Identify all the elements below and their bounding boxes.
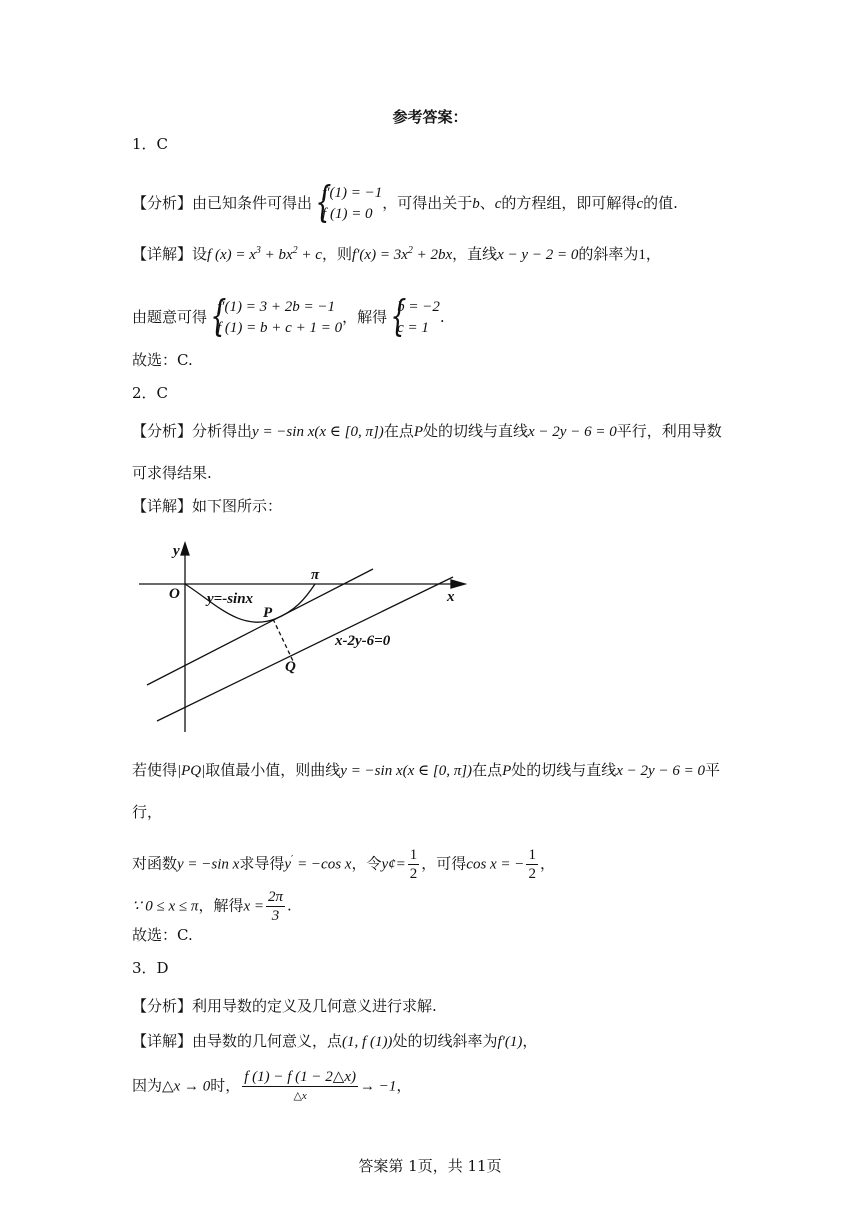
detail-label: 【详解】 xyxy=(132,497,193,515)
text: 的方程组，即可解得 xyxy=(501,194,637,212)
text: 处的切线与直线 xyxy=(511,761,617,779)
denominator: 2 xyxy=(409,866,418,882)
y-label: y xyxy=(173,543,180,559)
text: 、 xyxy=(479,194,495,212)
numerator: 1 xyxy=(528,847,536,863)
math: (x ∈ [0, π]) xyxy=(314,424,384,440)
math: y = −sin x xyxy=(340,763,403,779)
q2-answer: 故选：C. xyxy=(132,926,193,944)
text: 由题意可得 xyxy=(132,308,208,326)
origin-label: O xyxy=(169,586,180,602)
text: ， xyxy=(645,245,661,263)
text: ，可得出关于 xyxy=(382,194,473,212)
text: 的斜率为 xyxy=(578,245,639,263)
text: ，令 xyxy=(351,854,382,873)
math: cos x = − xyxy=(466,856,525,873)
text: 由已知条件可得出 xyxy=(192,194,313,212)
analysis-label: 【分析】 xyxy=(132,194,193,212)
text: 平 xyxy=(704,761,720,779)
analysis-label: 【分析】 xyxy=(132,997,193,1015)
text: ，解得 xyxy=(198,896,244,915)
math: y = −sin x xyxy=(177,856,240,873)
pq-segment xyxy=(273,619,293,661)
q2-detail-p3 xyxy=(132,888,292,925)
math: → −1 xyxy=(360,1078,397,1095)
math: y xyxy=(284,856,292,873)
math: |PQ| xyxy=(177,763,206,779)
sine-tangent-figure xyxy=(135,537,475,737)
fraction xyxy=(408,846,420,883)
given-line xyxy=(157,577,453,721)
q1-analysis xyxy=(132,183,678,225)
analysis-label: 【分析】 xyxy=(132,422,193,440)
q2-detail-p1 xyxy=(132,760,720,781)
math: (x ∈ [0, π]) xyxy=(402,763,473,779)
numerator: 2π xyxy=(267,889,283,905)
math: (1, f (1)) xyxy=(342,1034,393,1050)
math: + c xyxy=(297,247,322,263)
text: 求导得 xyxy=(239,854,285,873)
fraction xyxy=(266,888,285,925)
q1-number: 1．C xyxy=(132,135,169,153)
q2-detail xyxy=(132,496,282,516)
q2-analysis xyxy=(132,421,722,442)
q1-system-line xyxy=(132,297,445,339)
tangent-line xyxy=(147,569,373,685)
page-footer: 答案第 1页，共 11页 xyxy=(358,1157,502,1175)
x-arrow xyxy=(451,580,465,588)
text: . xyxy=(287,896,292,915)
text: ， xyxy=(539,854,555,873)
q2-detail-p1-line2: 行， xyxy=(132,803,163,821)
text: 因为△ xyxy=(132,1076,174,1095)
text: ，直线 xyxy=(452,245,498,263)
equation-system xyxy=(207,297,342,339)
text: ，则 xyxy=(321,245,352,263)
math: x − 2y − 6 = 0 xyxy=(528,424,617,440)
text: 如下图所示： xyxy=(192,497,283,515)
math: x = xyxy=(243,898,264,915)
q3-limit xyxy=(132,1068,411,1105)
text: 由导数的几何意义，点 xyxy=(192,1032,343,1050)
var: P xyxy=(413,424,423,440)
math: + bx xyxy=(260,247,293,263)
text: ， xyxy=(396,1076,412,1095)
var: P xyxy=(502,763,512,779)
detail-label: 【详解】 xyxy=(132,1032,193,1050)
text: ，解得 xyxy=(342,308,388,326)
fraction xyxy=(526,846,538,883)
math: x − 2y − 6 = 0 xyxy=(616,763,705,779)
eq-line: f (1) = 0 xyxy=(322,206,373,222)
curve-label: y=-sinx xyxy=(207,591,254,607)
math: x − y − 2 = 0 xyxy=(497,247,579,263)
math: ∵ 0 ≤ x ≤ π xyxy=(132,898,199,915)
eq-line: c = 1 xyxy=(397,320,429,336)
text: 设 xyxy=(192,245,208,263)
numerator: f (1) − f (1 − 2△x) xyxy=(244,1069,356,1085)
detail-label: 【详解】 xyxy=(132,245,193,263)
text: ，可得 xyxy=(421,854,467,873)
line-label: x-2y-6=0 xyxy=(335,633,391,649)
math: f′(1) xyxy=(497,1034,523,1050)
equation-system xyxy=(312,183,382,225)
denominator: △x xyxy=(293,1090,307,1102)
math: f′(x) = 3x xyxy=(351,247,408,263)
math: + 2bx xyxy=(412,247,453,263)
denominator: 3 xyxy=(271,908,280,924)
text: 的值. xyxy=(643,194,678,212)
text: 对函数 xyxy=(132,854,178,873)
text: 处的切线与直线 xyxy=(423,422,529,440)
eq-line: { f′(1) = 3 + 2b = −1 xyxy=(217,299,335,315)
text: 在点 xyxy=(383,422,414,440)
math: f (x) = x xyxy=(207,247,256,263)
math: = −cos x xyxy=(293,856,352,873)
text: 若使得 xyxy=(132,761,178,779)
text: ， xyxy=(522,1032,538,1050)
var: b xyxy=(472,196,480,212)
text: 取值最小值，则曲线 xyxy=(205,761,341,779)
point-q-label: Q xyxy=(285,659,296,675)
eq-line: { f′(1) = −1 xyxy=(322,185,383,201)
q3-detail xyxy=(132,1031,537,1052)
eq-line: { b = −2 xyxy=(397,299,440,315)
text: 分析得出 xyxy=(192,422,253,440)
text: 平行，利用导数 xyxy=(616,422,722,440)
math: 1 xyxy=(638,247,646,263)
q1-detail: 【详解】设f $(x) = x^3 + bx^2 + c$，则$f'(x) = 3x^2 + 2bx$，直线x − y − 2 = 0的斜率为1， xyxy=(132,245,661,263)
numerator: 1 xyxy=(409,847,418,863)
point-p-label: P xyxy=(263,605,273,621)
x-label: x xyxy=(447,589,455,605)
solution-system xyxy=(387,297,440,339)
q3-analysis xyxy=(132,996,437,1016)
q2-detail-p2: 对函数y = −sin x求导得y′ = −cos x，令y¢= $\frac{1}{2}$ ，可得cos x = − $\frac{1}{2}$ ， xyxy=(132,847,555,882)
limit-fraction xyxy=(242,1068,358,1105)
text: 利用导数的定义及几何意义进行求解. xyxy=(192,997,437,1015)
q1-answer: 故选：C. xyxy=(132,351,193,369)
q2-analysis-line2: 可求得结果. xyxy=(132,464,212,482)
eq-line: f (1) = b + c + 1 = 0 xyxy=(217,320,343,336)
text: 时， xyxy=(210,1076,241,1095)
text: 处的切线斜率为 xyxy=(392,1032,498,1050)
denominator: 2 xyxy=(528,866,536,882)
y-arrow xyxy=(181,543,189,555)
math: y = −sin x xyxy=(252,424,315,440)
q3-number: 3．D xyxy=(132,959,169,977)
text: 在点 xyxy=(472,761,503,779)
var: c xyxy=(494,196,502,212)
text: . xyxy=(439,308,445,326)
q2-number: 2．C xyxy=(132,384,169,402)
math: y¢= xyxy=(381,856,406,873)
math: x → 0 xyxy=(173,1078,211,1095)
pi-label: π xyxy=(311,567,320,583)
page-title: 参考答案： xyxy=(392,108,468,126)
var: c xyxy=(636,196,644,212)
